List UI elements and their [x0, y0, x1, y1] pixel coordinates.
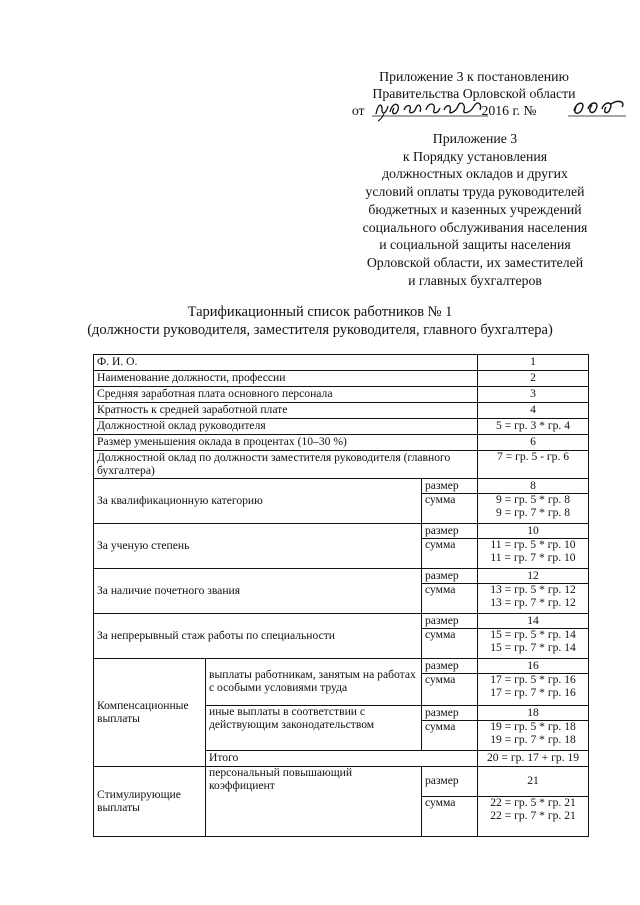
allowance-label: За ученую степень — [94, 524, 422, 569]
row-label: Должностной оклад руководителя — [94, 419, 478, 435]
header-line-1: Приложение 3 к постановлению — [379, 69, 569, 84]
sum-formulas — [478, 674, 589, 706]
formula-2: 9 = гр. 7 * гр. 8 — [496, 505, 571, 519]
formula-1: 19 = гр. 5 * гр. 18 — [490, 720, 576, 733]
appendix-line: условий оплаты труда руководителей — [365, 184, 585, 200]
sub-size-label: размер — [422, 706, 478, 721]
table-row — [94, 614, 589, 629]
stimulating-label: Стимулирующие выплаты — [94, 767, 206, 837]
formula-1: 22 = гр. 5 * гр. 21 — [490, 796, 576, 809]
sub-sum-label: сумма — [422, 797, 478, 837]
appendix-line: к Порядку установления — [402, 148, 548, 164]
tariff-table — [93, 354, 589, 837]
formula-2: 11 = гр. 7 * гр. 10 — [490, 550, 576, 564]
row-column-number: 5 = гр. 3 * гр. 4 — [478, 419, 589, 435]
table-row — [94, 355, 589, 371]
formula-1: 9 = гр. 5 * гр. 8 — [496, 493, 571, 506]
sub-size-label: размер — [422, 524, 478, 539]
row-label: Должностной оклад по должности заместителя руководителя (главного бухгалтера) — [94, 451, 478, 479]
sub-sum-label: сумма — [422, 674, 478, 706]
sub-size-label: размер — [422, 767, 478, 797]
appendix-line: социального обслуживания населения — [362, 219, 588, 235]
header-date-prefix: от — [351, 103, 365, 118]
size-column-number: 16 — [478, 659, 589, 674]
sum-formulas — [478, 494, 589, 524]
appendix-line: бюджетных и казенных учреждений — [368, 201, 582, 217]
table-row — [94, 767, 589, 797]
table-row — [94, 479, 589, 494]
size-column-number: 21 — [478, 767, 589, 797]
document-subtitle: (должности руководителя, заместителя руководителя, главного бухгалтера) — [87, 322, 553, 338]
formula-2: 22 = гр. 7 * гр. 21 — [490, 808, 576, 822]
allowance-label: За наличие почетного звания — [94, 569, 422, 614]
header-year-number: 2016 г. № — [481, 103, 537, 118]
document-title: Тарификационный список работников № 1 — [187, 304, 453, 320]
row-column-number: 6 — [478, 435, 589, 451]
sub-sum-label: сумма — [422, 539, 478, 569]
sub-sum-label: сумма — [422, 721, 478, 751]
sum-formulas — [478, 629, 589, 659]
formula-1: 11 = гр. 5 * гр. 10 — [490, 538, 576, 551]
appendix-line: и главных бухгалтеров — [408, 272, 542, 288]
sum-formulas — [478, 721, 589, 751]
row-label: Ф. И. О. — [94, 355, 478, 371]
row-label: Размер уменьшения оклада в процентах (10–30 %) — [94, 435, 478, 451]
appendix-line: и социальной защиты населения — [379, 237, 571, 253]
table-row — [94, 403, 589, 419]
sub-size-label: размер — [422, 569, 478, 584]
size-column-number: 14 — [478, 614, 589, 629]
header-line-3 — [318, 102, 630, 119]
table-row — [94, 524, 589, 539]
formula-1: 15 = гр. 5 * гр. 14 — [490, 628, 576, 641]
row-column-number: 3 — [478, 387, 589, 403]
row-column-number: 7 = гр. 5 - гр. 6 — [478, 451, 589, 479]
formula-2: 19 = гр. 7 * гр. 18 — [490, 732, 576, 746]
allowance-label: За квалификационную категорию — [94, 479, 422, 524]
sub-size-label: размер — [422, 614, 478, 629]
formula-2: 15 = гр. 7 * гр. 14 — [490, 640, 576, 654]
appendix-line: Приложение 3 — [432, 131, 518, 146]
formula-2: 13 = гр. 7 * гр. 12 — [490, 595, 576, 609]
sub-size-label: размер — [422, 659, 478, 674]
table-row — [94, 569, 589, 584]
appendix-line: должностных окладов и других — [382, 166, 568, 182]
total-value: 20 = гр. 17 + гр. 19 — [478, 751, 589, 767]
size-column-number: 10 — [478, 524, 589, 539]
formula-1: 17 = гр. 5 * гр. 16 — [490, 673, 576, 686]
formula-2: 17 = гр. 7 * гр. 16 — [490, 685, 576, 699]
allowance-label: За непрерывный стаж работы по специальности — [94, 614, 422, 659]
size-column-number: 12 — [478, 569, 589, 584]
sum-formulas — [478, 584, 589, 614]
table-row — [94, 419, 589, 435]
sub-sum-label: сумма — [422, 494, 478, 524]
formula-1: 13 = гр. 5 * гр. 12 — [490, 583, 576, 596]
sub-size-label: размер — [422, 479, 478, 494]
table-row — [94, 451, 589, 479]
row-label: Кратность к средней заработной плате — [94, 403, 478, 419]
table-row — [94, 659, 589, 674]
total-label: Итого — [206, 751, 478, 767]
row-label: Средняя заработная плата основного персонала — [94, 387, 478, 403]
sub-sum-label: сумма — [422, 629, 478, 659]
sum-formulas — [478, 797, 589, 837]
appendix-block — [310, 130, 640, 289]
row-column-number: 4 — [478, 403, 589, 419]
size-column-number: 8 — [478, 479, 589, 494]
header-line-2: Правительства Орловской области — [372, 86, 576, 101]
size-column-number: 18 — [478, 706, 589, 721]
appendix-line: Орловской области, их заместителей — [366, 254, 584, 270]
compensation-item-label: выплаты работникам, занятым на работах с особыми условиями труда — [206, 659, 422, 706]
sum-formulas — [478, 539, 589, 569]
row-column-number: 2 — [478, 371, 589, 387]
table-row — [94, 435, 589, 451]
compensation-label: Компенсационные выплаты — [94, 659, 206, 767]
table-row — [94, 371, 589, 387]
compensation-item-label: иные выплаты в соответствии с действующим законодательством — [206, 706, 422, 751]
table-row — [94, 387, 589, 403]
row-column-number: 1 — [478, 355, 589, 371]
sub-sum-label: сумма — [422, 584, 478, 614]
row-label: Наименование должности, профессии — [94, 371, 478, 387]
stimulating-item-label: персональный повышающий коэффициент — [206, 767, 422, 837]
